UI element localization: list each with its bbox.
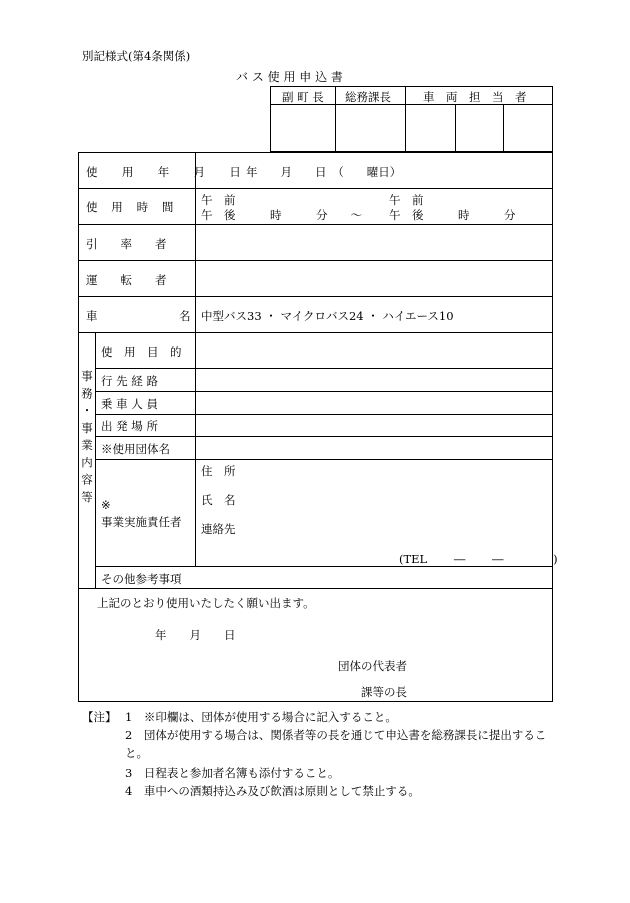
row-divider (95, 368, 553, 369)
row-divider (95, 436, 553, 437)
name-label: 氏 名 (201, 493, 236, 507)
row-divider (78, 332, 553, 333)
time-end-am: 午 前 (389, 193, 424, 207)
driver-label: 運 転 者 (86, 273, 167, 287)
business-section-label: 事務・事業内容等 (80, 370, 94, 508)
vice-mayor-label: 副 町 長 (282, 90, 324, 104)
general-affairs-label: 総務課長 (345, 90, 391, 104)
row-divider (95, 459, 553, 460)
request-statement: 上記のとおり使用いたしたく願い出ます。 (97, 596, 315, 610)
note-2: 2 団体が使用する場合は、関係者等の長を通じて申込書を総務課長に提出するこ (125, 728, 547, 742)
org-name-label: ※使用団体名 (101, 442, 170, 456)
approval-divider (455, 104, 456, 152)
row-divider (78, 588, 553, 589)
approval-divider (335, 86, 336, 152)
vehicle-staff-label: 車 両 担 当 者 (423, 90, 527, 104)
row-divider (78, 188, 553, 189)
label-column-divider (195, 152, 196, 566)
contact-label: 連絡先 (201, 522, 236, 536)
note-3: 3 日程表と参加者名簿も添付すること。 (125, 766, 340, 780)
time-start-pm: 午 後 時 分 ～ (201, 208, 362, 222)
route-label: 行 先 経 路 (101, 374, 158, 388)
vehicle-label-end: 名 (179, 309, 191, 323)
form-title: バ ス 使 用 申 込 書 (236, 70, 343, 84)
note-2-cont: と。 (125, 746, 148, 760)
vehicle-options: 中型バス33 ・ マイクロバス24 ・ ハイエース10 (201, 309, 454, 323)
request-date: 年 月 日 (155, 628, 236, 642)
use-time-label: 使 用 時 間 (86, 200, 175, 214)
row-divider (78, 260, 553, 261)
note-4: 4 車中への酒類持込み及び飲酒は原則として禁止する。 (125, 784, 420, 798)
use-date-value: 年 月 日 （ 曜日） (246, 165, 402, 179)
form-reference: 別記様式(第4条関係) (82, 49, 191, 63)
leader-label: 引 率 者 (86, 237, 167, 251)
other-notes-label: その他参考事項 (101, 572, 182, 586)
responsible-mark: ※ (101, 498, 111, 512)
purpose-label: 使 用 目 的 (101, 345, 182, 359)
address-label: 住 所 (201, 464, 236, 478)
approval-divider (503, 104, 504, 152)
vehicle-label-start: 車 (86, 309, 98, 323)
approval-divider (405, 86, 406, 152)
passengers-label: 乗 車 人 員 (101, 397, 158, 411)
row-divider (78, 224, 553, 225)
representative-label: 団体の代表者 (338, 659, 407, 673)
time-start-am: 午 前 (201, 193, 236, 207)
section-head-label: 課等の長 (361, 685, 407, 699)
row-divider (95, 414, 553, 415)
use-date-label: 使 用 年 月 日 (86, 165, 252, 179)
responsible-label: 事業実施責任者 (101, 515, 182, 529)
time-end-pm: 午 後 時 分 (389, 208, 516, 222)
departure-label: 出 発 場 所 (101, 419, 158, 433)
notes-label: 【注】 (82, 710, 117, 724)
note-1: 1 ※印欄は、団体が使用する場合に記入すること。 (125, 710, 397, 724)
row-divider (78, 296, 553, 297)
row-divider (95, 391, 553, 392)
side-column-divider (95, 332, 96, 588)
tel-field: (TEL ― ― ) (399, 552, 558, 566)
